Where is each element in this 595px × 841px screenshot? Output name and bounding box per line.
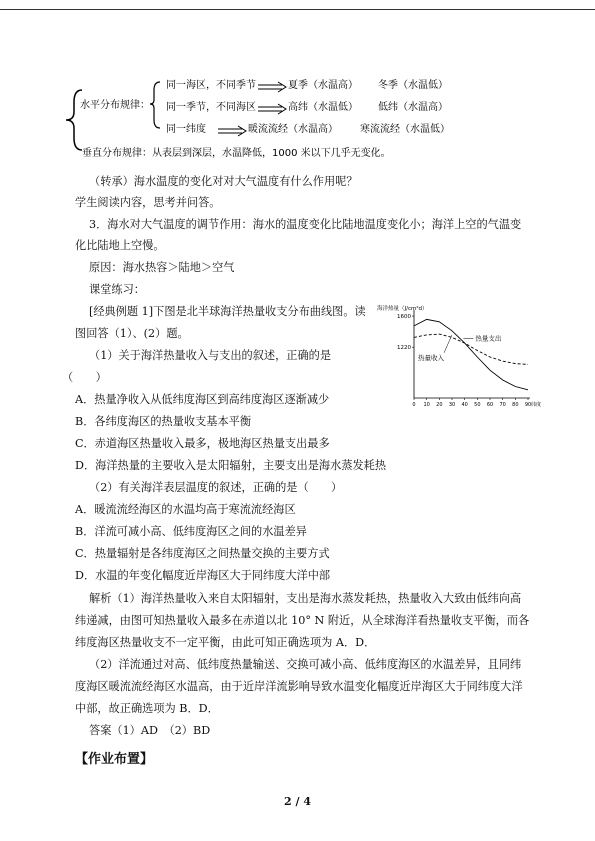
option: B．洋流可减小高、低纬度海区之间的水温差异 <box>75 525 307 538</box>
y-axis-label: 海洋热量（J/cm²d） <box>377 306 428 312</box>
arrow-icon <box>218 126 246 136</box>
arrow-icon <box>258 104 286 114</box>
row-a: 高纬（水温低） <box>288 102 358 113</box>
option: C．赤道海区热量收入最多，极地海区热量支出最多 <box>75 437 330 450</box>
x-tick-label: 20 <box>436 402 443 408</box>
row-b: 低纬（水温高） <box>378 102 448 113</box>
row-lead: 同一纬度 <box>166 124 206 135</box>
heat-budget-chart <box>376 302 542 414</box>
x-tick-label: 80 <box>512 402 519 408</box>
explanation-line: 解析（1）海洋热量收入来自太阳辐射，支出是海水蒸发耗热，热量收入大致由低纬向高 <box>89 592 522 605</box>
question-2: （2）有关海洋表层温度的叙述，正确的是（ ） <box>89 481 343 494</box>
row-a: 夏季（水温高） <box>288 80 358 91</box>
text-line: （转承）海水温度的变化对对大气温度有什么作用呢？ <box>89 175 358 188</box>
option: A．热量净收入从低纬度海区到高纬度海区逐渐减少 <box>75 393 330 406</box>
row-b: 寒流流经（水温低） <box>360 124 450 135</box>
arrow-icon <box>258 82 286 92</box>
option: C．热量辐射是各纬度海区之间热量交换的主要方式 <box>75 547 330 560</box>
explanation-line: 度海区暖流流经海区水温高，由于近岸洋流影响导致水温变化幅度近岸海区大于同纬度大洋 <box>75 680 523 693</box>
question-1: （1）关于海洋热量收入与支出的叙述，正确的是 <box>89 349 332 362</box>
x-unit-label: 纬度 <box>531 402 542 408</box>
x-tick-label: 50 <box>474 402 481 408</box>
series-label-income: 热量收入 <box>418 353 444 362</box>
row-b: 冬季（水温低） <box>378 80 448 91</box>
text-line: 3．海水对大气温度的调节作用：海水的温度变化比陆地温度变化小；海洋上空的气温变 <box>89 218 522 231</box>
series-label-expense: 热量支出 <box>475 334 502 343</box>
text-line: 原因：海水热容＞陆地＞空气 <box>89 261 235 274</box>
x-tick-label: 70 <box>499 402 506 408</box>
x-tick-label: 60 <box>486 402 494 408</box>
option: D．水温的年变化幅度近岸海区大于同纬度大洋中部 <box>75 569 331 582</box>
brace <box>66 90 82 150</box>
summary-diagram <box>60 74 540 166</box>
text-line: 化比陆地上空慢。 <box>75 239 165 252</box>
explanation-line: 中部，故正确选项为 B．D． <box>75 702 219 715</box>
question-1-paren: （ ） <box>62 371 107 384</box>
x-tick-label: 90 <box>524 402 532 408</box>
option: B．各纬度海区的热量收支基本平衡 <box>75 415 252 428</box>
page-number: 2 / 4 <box>284 795 311 808</box>
text-line: [经典例题 1]下图是北半球海洋热量收支分布曲线图。读 <box>89 305 366 318</box>
text-line: 学生阅读内容，思考并问答。 <box>75 196 221 209</box>
header-rule <box>0 9 595 10</box>
option: D．海洋热量的主要收入是太阳辐射，主要支出是海水蒸发耗热 <box>75 459 387 472</box>
text-line: 课堂练习： <box>89 283 145 296</box>
x-tick-label: 0 <box>412 402 416 408</box>
vertical-rule: 垂直分布规律：从表层到深层，水温降低，1000 米以下几乎无变化。 <box>82 148 391 159</box>
answer-line: 答案（1）AD （2）BD <box>89 724 211 737</box>
x-tick-label: 30 <box>448 402 456 408</box>
text-line: 图回答（1）、(2）题。 <box>75 327 189 340</box>
option: A．暖流流经海区的水温均高于寒流流经海区 <box>75 503 296 516</box>
horizontal-label: 水平分布规律： <box>80 100 150 111</box>
y-tick-label: 1600 <box>397 314 411 321</box>
explanation-line: 纬度海区热量收支不一定平衡，由此可知正确选项为 A．D． <box>75 636 376 649</box>
x-tick-label: 10 <box>423 402 430 408</box>
row-a: 暖流流经（水温高） <box>248 124 338 135</box>
y-tick-label: 1220 <box>397 345 411 352</box>
homework-heading: 【作业布置】 <box>75 752 154 767</box>
explanation-line: 纬递减，由图可知热量收入最多在赤道以北 10° N 附近，从全球海洋看热量收支平衡，而各 <box>75 614 530 627</box>
sub-brace <box>150 82 160 128</box>
label-pointer <box>444 335 452 353</box>
x-tick-label: 40 <box>461 402 468 408</box>
row-lead: 同一海区，不同季节 <box>166 80 256 91</box>
row-lead: 同一季节，不同海区 <box>166 102 256 113</box>
explanation-line: （2）洋流通过对高、低纬度热量输送、交换可减小高、低纬度海区的水温差异，且同纬 <box>89 658 522 671</box>
